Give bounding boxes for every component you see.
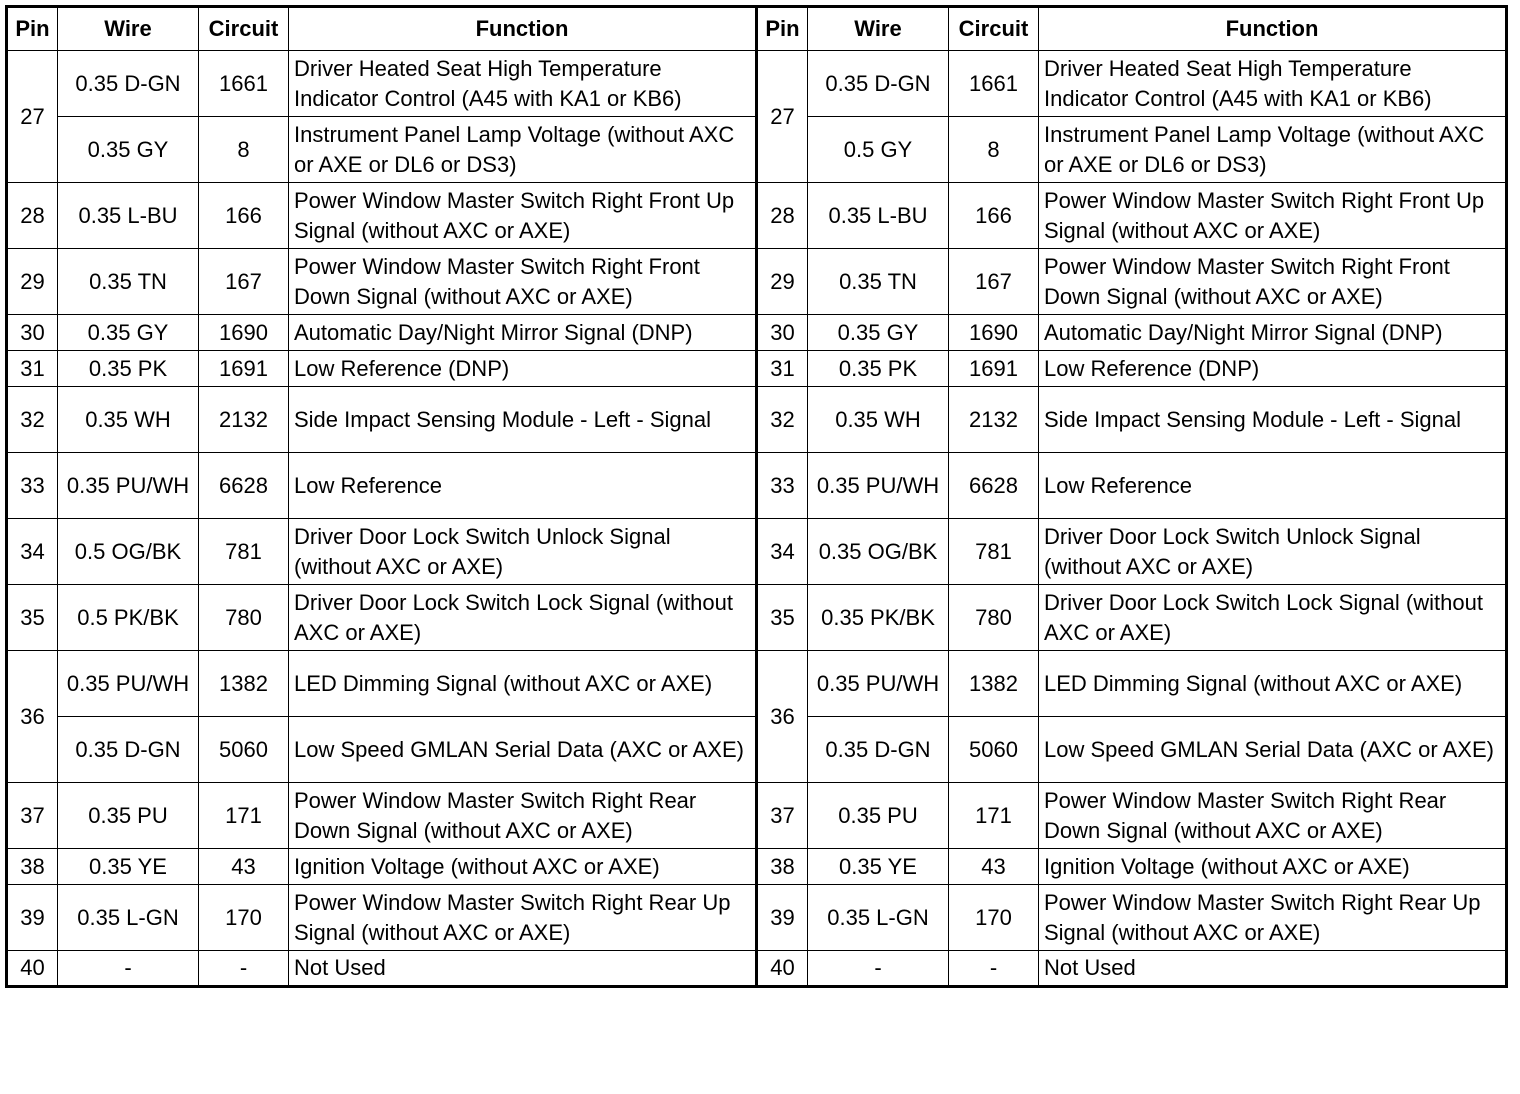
right-pin-cell: 32 (757, 387, 808, 453)
right-function-cell: Side Impact Sensing Module - Left - Signal (1039, 387, 1507, 453)
left-pin-cell: 40 (7, 951, 58, 987)
right-circuit-cell: 43 (949, 849, 1039, 885)
right-function-cell: Power Window Master Switch Right Front Up Signal (without AXC or AXE) (1039, 183, 1507, 249)
right-function-cell: Instrument Panel Lamp Voltage (without AXC or AXE or DL6 or DS3) (1039, 117, 1507, 183)
right-pin-cell: 40 (757, 951, 808, 987)
left-pin-cell: 39 (7, 885, 58, 951)
left-function-cell: LED Dimming Signal (without AXC or AXE) (289, 651, 757, 717)
left-pin-cell: 28 (7, 183, 58, 249)
right-pin-cell: 27 (757, 51, 808, 183)
right-function-cell: Not Used (1039, 951, 1507, 987)
right-wire-cell: 0.35 OG/BK (808, 519, 949, 585)
left-wire-cell: 0.35 GY (58, 315, 199, 351)
right-pin-cell: 29 (757, 249, 808, 315)
right-wire-cell: 0.35 GY (808, 315, 949, 351)
left-wire-cell: 0.35 YE (58, 849, 199, 885)
left-wire-cell: 0.35 D-GN (58, 51, 199, 117)
table-row (7, 249, 1507, 315)
right-circuit-cell: 1690 (949, 315, 1039, 351)
right-wire-cell: - (808, 951, 949, 987)
right-pin-cell: 39 (757, 885, 808, 951)
left-wire-cell: 0.35 WH (58, 387, 199, 453)
left-wire-cell: 0.35 L-BU (58, 183, 199, 249)
left-circuit-cell: 167 (199, 249, 289, 315)
left-circuit-cell: 1691 (199, 351, 289, 387)
right-pin-cell: 34 (757, 519, 808, 585)
left-wire-cell: 0.35 PU/WH (58, 651, 199, 717)
table-row (7, 387, 1507, 453)
left-pin-cell: 31 (7, 351, 58, 387)
right-wire-cell: 0.35 WH (808, 387, 949, 453)
right-pin-cell: 28 (757, 183, 808, 249)
left-function-cell: Driver Heated Seat High Temperature Indicator Control (A45 with KA1 or KB6) (289, 51, 757, 117)
left-wire-cell: 0.35 PU (58, 783, 199, 849)
left-wire-cell: - (58, 951, 199, 987)
right-circuit-cell: 1382 (949, 651, 1039, 717)
table-row (7, 519, 1507, 585)
left-pin-cell: 34 (7, 519, 58, 585)
right-circuit-cell: 170 (949, 885, 1039, 951)
right-circuit-cell: 780 (949, 585, 1039, 651)
left-circuit-cell: 1690 (199, 315, 289, 351)
left-circuit-cell: 5060 (199, 717, 289, 783)
right-circuit-cell: 171 (949, 783, 1039, 849)
left-pin-cell: 29 (7, 249, 58, 315)
left-circuit-cell: 170 (199, 885, 289, 951)
left-circuit-cell: 166 (199, 183, 289, 249)
left-function-cell: Low Speed GMLAN Serial Data (AXC or AXE) (289, 717, 757, 783)
left-wire-cell: 0.35 GY (58, 117, 199, 183)
header-function: Function (1039, 7, 1507, 51)
right-function-cell: Automatic Day/Night Mirror Signal (DNP) (1039, 315, 1507, 351)
left-function-cell: Automatic Day/Night Mirror Signal (DNP) (289, 315, 757, 351)
left-pin-cell: 33 (7, 453, 58, 519)
left-function-cell: Power Window Master Switch Right Rear Down Signal (without AXC or AXE) (289, 783, 757, 849)
left-circuit-cell: 6628 (199, 453, 289, 519)
left-circuit-cell: 2132 (199, 387, 289, 453)
header-pin: Pin (7, 7, 58, 51)
table-row (7, 783, 1507, 849)
right-pin-cell: 33 (757, 453, 808, 519)
left-wire-cell: 0.5 PK/BK (58, 585, 199, 651)
left-function-cell: Driver Door Lock Switch Lock Signal (without AXC or AXE) (289, 585, 757, 651)
right-function-cell: Driver Door Lock Switch Lock Signal (without AXC or AXE) (1039, 585, 1507, 651)
right-wire-cell: 0.35 PK (808, 351, 949, 387)
right-wire-cell: 0.35 D-GN (808, 51, 949, 117)
right-function-cell: Power Window Master Switch Right Rear Down Signal (without AXC or AXE) (1039, 783, 1507, 849)
left-wire-cell: 0.35 PU/WH (58, 453, 199, 519)
right-circuit-cell: 1661 (949, 51, 1039, 117)
table-row (7, 651, 1507, 717)
left-pin-cell: 37 (7, 783, 58, 849)
left-wire-cell: 0.35 TN (58, 249, 199, 315)
header-row (7, 7, 1507, 51)
left-wire-cell: 0.35 D-GN (58, 717, 199, 783)
right-function-cell: LED Dimming Signal (without AXC or AXE) (1039, 651, 1507, 717)
right-function-cell: Power Window Master Switch Right Rear Up Signal (without AXC or AXE) (1039, 885, 1507, 951)
table-row (7, 183, 1507, 249)
header-function: Function (289, 7, 757, 51)
left-function-cell: Power Window Master Switch Right Front Down Signal (without AXC or AXE) (289, 249, 757, 315)
right-function-cell: Ignition Voltage (without AXC or AXE) (1039, 849, 1507, 885)
left-circuit-cell: 8 (199, 117, 289, 183)
table-row (7, 315, 1507, 351)
left-circuit-cell: 43 (199, 849, 289, 885)
right-circuit-cell: 8 (949, 117, 1039, 183)
header-pin: Pin (757, 7, 808, 51)
left-function-cell: Power Window Master Switch Right Front Up Signal (without AXC or AXE) (289, 183, 757, 249)
left-wire-cell: 0.35 PK (58, 351, 199, 387)
right-function-cell: Low Speed GMLAN Serial Data (AXC or AXE) (1039, 717, 1507, 783)
header-circuit: Circuit (199, 7, 289, 51)
right-wire-cell: 0.35 TN (808, 249, 949, 315)
right-function-cell: Driver Heated Seat High Temperature Indicator Control (A45 with KA1 or KB6) (1039, 51, 1507, 117)
right-wire-cell: 0.35 L-GN (808, 885, 949, 951)
connector-pinout-sheet (5, 5, 1508, 988)
table-row (7, 849, 1507, 885)
right-circuit-cell: 781 (949, 519, 1039, 585)
left-pin-cell: 30 (7, 315, 58, 351)
left-function-cell: Driver Door Lock Switch Unlock Signal (without AXC or AXE) (289, 519, 757, 585)
left-circuit-cell: - (199, 951, 289, 987)
right-wire-cell: 0.35 PU/WH (808, 651, 949, 717)
right-wire-cell: 0.35 L-BU (808, 183, 949, 249)
right-circuit-cell: 167 (949, 249, 1039, 315)
right-pin-cell: 38 (757, 849, 808, 885)
left-pin-cell: 36 (7, 651, 58, 783)
right-pin-cell: 37 (757, 783, 808, 849)
left-circuit-cell: 780 (199, 585, 289, 651)
right-circuit-cell: 5060 (949, 717, 1039, 783)
table-row (7, 351, 1507, 387)
left-function-cell: Low Reference (DNP) (289, 351, 757, 387)
table-row (7, 951, 1507, 987)
left-pin-cell: 27 (7, 51, 58, 183)
left-function-cell: Ignition Voltage (without AXC or AXE) (289, 849, 757, 885)
right-circuit-cell: 6628 (949, 453, 1039, 519)
right-circuit-cell: 1691 (949, 351, 1039, 387)
left-function-cell: Not Used (289, 951, 757, 987)
right-circuit-cell: - (949, 951, 1039, 987)
left-wire-cell: 0.5 OG/BK (58, 519, 199, 585)
left-function-cell: Side Impact Sensing Module - Left - Signal (289, 387, 757, 453)
right-wire-cell: 0.35 PU (808, 783, 949, 849)
right-pin-cell: 30 (757, 315, 808, 351)
left-pin-cell: 35 (7, 585, 58, 651)
left-circuit-cell: 1661 (199, 51, 289, 117)
left-pin-cell: 38 (7, 849, 58, 885)
header-wire: Wire (58, 7, 199, 51)
right-pin-cell: 35 (757, 585, 808, 651)
right-wire-cell: 0.35 YE (808, 849, 949, 885)
right-wire-cell: 0.35 PK/BK (808, 585, 949, 651)
right-wire-cell: 0.5 GY (808, 117, 949, 183)
left-function-cell: Instrument Panel Lamp Voltage (without AXC or AXE or DL6 or DS3) (289, 117, 757, 183)
left-circuit-cell: 171 (199, 783, 289, 849)
right-function-cell: Driver Door Lock Switch Unlock Signal (without AXC or AXE) (1039, 519, 1507, 585)
right-function-cell: Low Reference (1039, 453, 1507, 519)
left-pin-cell: 32 (7, 387, 58, 453)
pinout-table (5, 5, 1508, 988)
left-circuit-cell: 1382 (199, 651, 289, 717)
right-pin-cell: 36 (757, 651, 808, 783)
left-function-cell: Power Window Master Switch Right Rear Up Signal (without AXC or AXE) (289, 885, 757, 951)
right-pin-cell: 31 (757, 351, 808, 387)
table-row (7, 51, 1507, 117)
right-wire-cell: 0.35 PU/WH (808, 453, 949, 519)
right-wire-cell: 0.35 D-GN (808, 717, 949, 783)
right-function-cell: Power Window Master Switch Right Front Down Signal (without AXC or AXE) (1039, 249, 1507, 315)
header-wire: Wire (808, 7, 949, 51)
left-function-cell: Low Reference (289, 453, 757, 519)
left-wire-cell: 0.35 L-GN (58, 885, 199, 951)
pinout-table-body (7, 51, 1507, 987)
table-row (7, 453, 1507, 519)
right-function-cell: Low Reference (DNP) (1039, 351, 1507, 387)
header-circuit: Circuit (949, 7, 1039, 51)
table-row (7, 885, 1507, 951)
table-row (7, 585, 1507, 651)
right-circuit-cell: 166 (949, 183, 1039, 249)
right-circuit-cell: 2132 (949, 387, 1039, 453)
left-circuit-cell: 781 (199, 519, 289, 585)
